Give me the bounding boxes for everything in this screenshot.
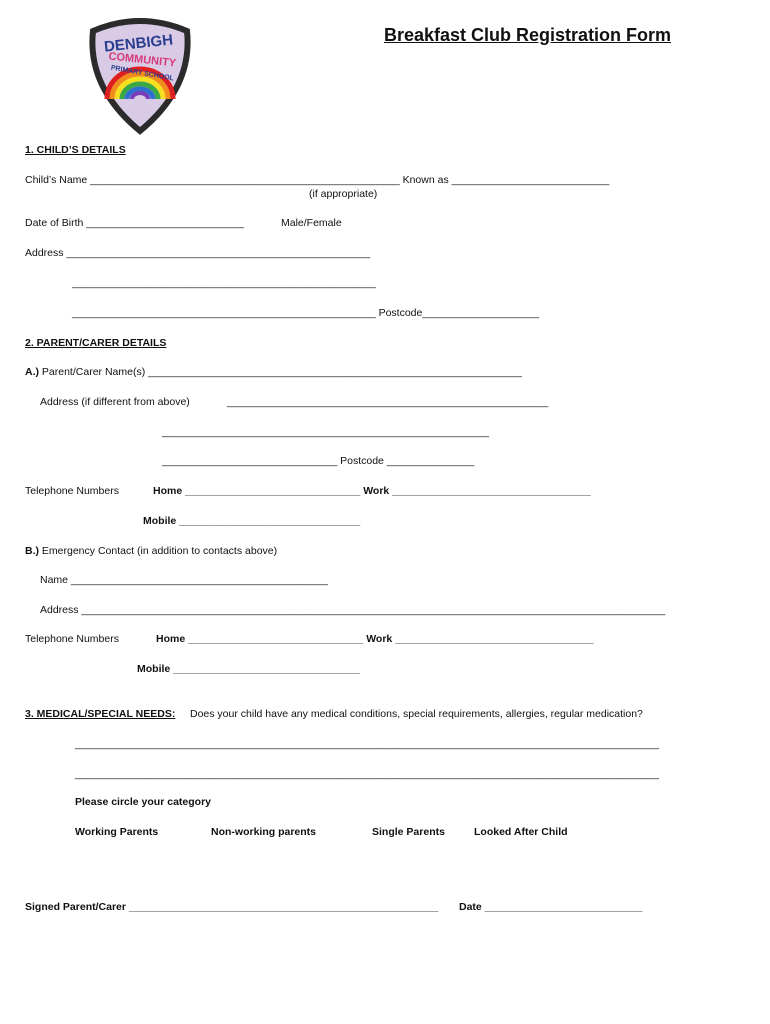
parent-names-row[interactable] <box>25 367 522 378</box>
emergency-address-field[interactable]: Address ____________________________________________________________________________________________________ <box>40 604 666 616</box>
medical-answer-line-1[interactable]: ____________________________________________________________________________________________________ <box>75 738 659 750</box>
label-b: B.) <box>25 545 39 557</box>
date-of-birth-field[interactable]: Date of Birth ___________________________ <box>25 217 244 229</box>
emergency-contact-label: Emergency Contact (in addition to contacts above) <box>39 545 278 557</box>
form-title: Breakfast Club Registration Form <box>384 25 672 45</box>
mobile-phone-field[interactable]: Mobile _______________________________ <box>143 515 361 527</box>
address-line-2[interactable]: ____________________________________________________ <box>72 277 376 289</box>
emergency-home-work-fields[interactable]: Home ______________________________ Work __________________________________ <box>156 633 594 645</box>
address-field[interactable]: Address ____________________________________________________ <box>25 247 371 259</box>
category-single-parents[interactable]: Single Parents <box>372 826 445 838</box>
home-work-phone-fields[interactable]: Home ______________________________ Work __________________________________ <box>153 485 591 497</box>
section-3-heading: 3. MEDICAL/SPECIAL NEEDS: <box>25 708 176 720</box>
parent-names-field[interactable]: Parent/Carer Name(s) ________________________________________________________________ <box>39 366 522 378</box>
logo-text-primary-school: PRIMARY SCHOOL <box>110 64 175 83</box>
medical-answer-line-2[interactable]: ____________________________________________________________________________________________________ <box>75 768 659 780</box>
category-non-working-parents[interactable]: Non-working parents <box>211 826 317 838</box>
parent-address-line-2[interactable]: ________________________________________________________ <box>162 426 490 438</box>
address-if-different-label: Address (if different from above) <box>40 396 190 408</box>
category-looked-after-child[interactable]: Looked After Child <box>474 826 568 838</box>
date-field[interactable]: Date ___________________________ <box>459 901 643 913</box>
section-2-heading: 2. PARENT/CARER DETAILS <box>25 337 167 349</box>
circle-category-label: Please circle your category <box>75 796 211 808</box>
section-1-heading: 1. CHILD’S DETAILS <box>25 144 126 156</box>
category-working-parents[interactable]: Working Parents <box>75 826 159 838</box>
label-a: A.) <box>25 366 39 378</box>
address-line-3-postcode[interactable]: ____________________________________________________ Postcode____________________ <box>72 307 540 319</box>
if-appropriate-note: (if appropriate) <box>309 188 378 200</box>
logo-text-denbigh: DENBIGH <box>103 31 174 56</box>
emergency-contact-row <box>25 546 277 557</box>
emergency-mobile-field[interactable]: Mobile ________________________________ <box>137 663 361 675</box>
logo-text-community: COMMUNITY <box>107 50 177 70</box>
parent-address-postcode[interactable]: ______________________________ Postcode _______________ <box>162 455 475 467</box>
address-if-different-field[interactable]: _______________________________________________________ <box>227 396 549 408</box>
telephone-numbers-label: Telephone Numbers <box>25 485 119 497</box>
emergency-name-field[interactable]: Name ____________________________________________ <box>40 574 328 586</box>
male-female-option[interactable]: Male/Female <box>281 217 342 229</box>
signature-field[interactable]: Signed Parent/Carer _____________________________________________________ <box>25 901 439 913</box>
childs-name-field[interactable]: Child’s Name _____________________________________________________ Known as ___________________________ <box>25 174 610 186</box>
medical-question: Does your child have any medical conditions, special requirements, allergies, regular medication? <box>190 708 643 720</box>
emergency-telephone-label: Telephone Numbers <box>25 633 119 645</box>
school-logo <box>85 17 195 135</box>
